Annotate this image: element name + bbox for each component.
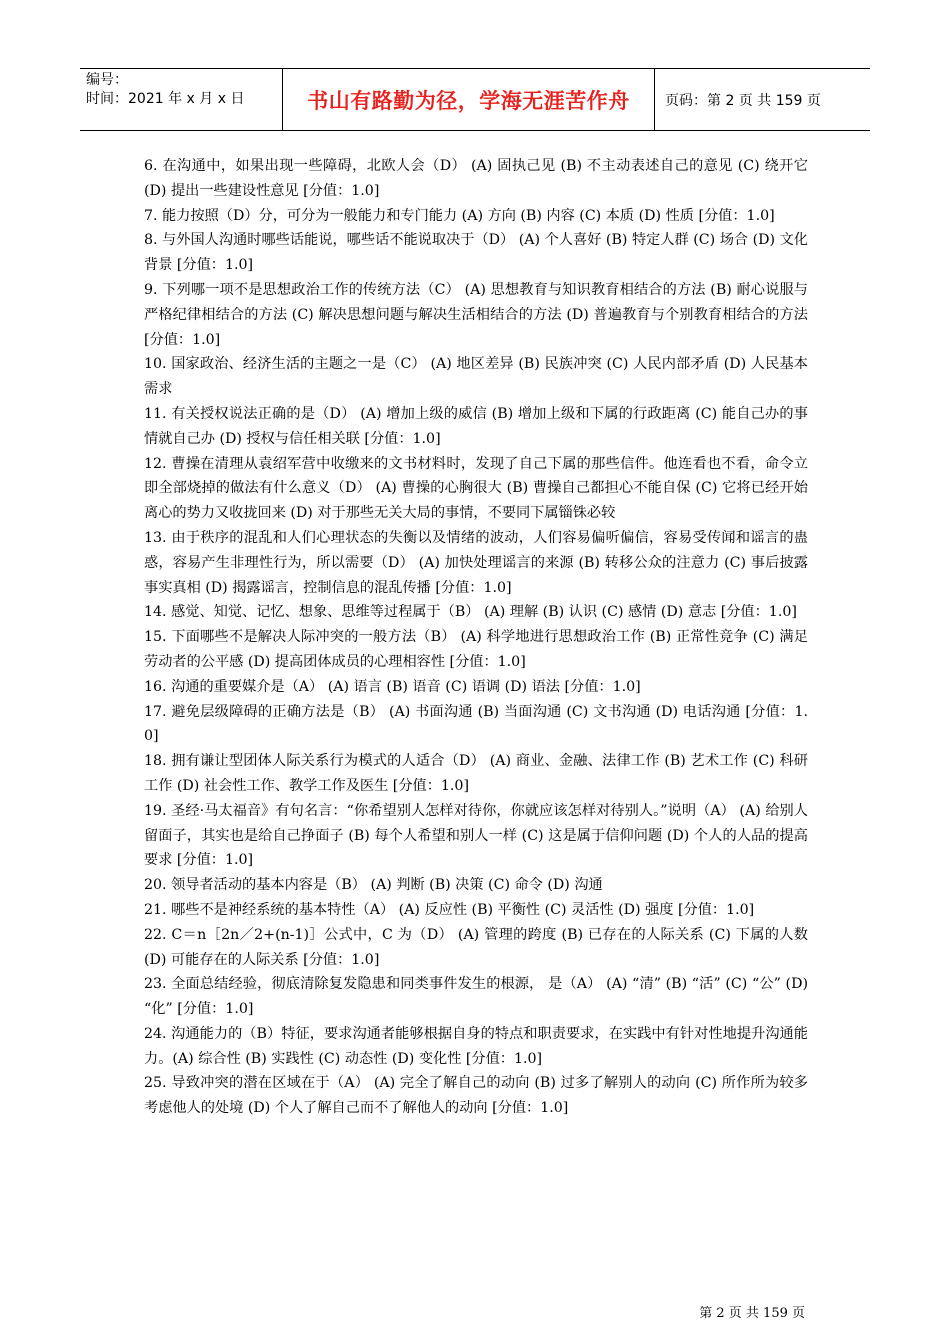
question-item: 20. 领导者活动的基本内容是（B） (A) 判断 (B) 决策 (C) 命令 (D) 沟通 [144, 877, 603, 894]
header-page-info: 页码：第 2 页 共 159 页 [665, 92, 821, 109]
question-item: 11. 有关授权说法正确的是（D） (A) 增加上级的威信 (B) 增加上级和下属的行政距离 (C) 能自己办的事情就自己办 (D) 授权与信任相关联 [分值：1.0] [144, 405, 808, 447]
document-number-label: 编号： [86, 72, 128, 88]
question-item: 18. 拥有谦让型团体人际关系行为模式的人适合（D） (A) 商业、金融、法律工作 (B) 艺术工作 (C) 科研工作 (D) 社会性工作、教学工作及医生 [分值：1.0] [144, 753, 808, 794]
question-item: 8. 与外国人沟通时哪些话能说，哪些话不能说取决于（D） (A) 个人喜好 (B) 特定人群 (C) 场合 (D) 文化背景 [分值：1.0] [144, 232, 808, 274]
question-item: 23. 全面总结经验，彻底清除复发隐患和同类事件发生的根源， 是（A） (A) “清” (B) “活” (C) “公” (D) “化” [分值：1.0] [144, 976, 808, 1018]
question-item: 25. 导致冲突的潜在区域在于（A） (A) 完全了解自己的动向 (B) 过多了解别人的动向 (C) 所作所为较多考虑他人的处境 (D) 个人了解自己而不了解他人的动向 [分值：1.0] [144, 1075, 808, 1117]
question-item: 15. 下面哪些不是解决人际冲突的一般方法（B） (A) 科学地进行思想政治工作 (B) 正常性竞争 (C) 满足劳动者的公平感 (D) 提高团体成员的心理相容性 [分值：1.0] [144, 629, 808, 670]
question-item: 9. 下列哪一项不是思想政治工作的传统方法（C） (A) 思想教育与知识教育相结合的方法 (B) 耐心说服与严格纪律相结合的方法 (C) 解决思想问题与解决生活相结合的方法 (D) 普遍教育与个别教育相结合的方法 [分值：1.0] [144, 281, 808, 348]
page-header [80, 68, 870, 131]
question-item: 12. 曹操在清理从袁绍军营中收缴来的文书材料时，发现了自己下属的那些信件。他连看也不看，命令立即全部烧掉的做法有什么意义（D） (A) 曹操的心胸很大 (B) 曹操自己都担心不能自保 (C) 它将已经开始离心的势力又收拢回来 (D) 对于那些无关大局的事情，不要同下属锱铢必较 [144, 455, 808, 522]
question-item: 14. 感觉、知觉、记忆、想象、思维等过程属于（B） (A) 理解 (B) 认识 (C) 感情 (D) 意志 [分值：1.0] [144, 604, 797, 621]
question-item: 13. 由于秩序的混乱和人们心理状态的失衡以及情绪的波动，人们容易偏听偏信，容易受传闻和谣言的蛊惑，容易产生非理性行为，所以需要（D） (A) 加快处理谣言的来源 (B) 转移公众的注意力 (C) 事后披露事实真相 (D) 揭露谣言，控制信息的混乱传播 [分值：1.0] [144, 529, 808, 596]
question-item: 16. 沟通的重要媒介是（A） (A) 语言 (B) 语音 (C) 语调 (D) 语法 [分值：1.0] [144, 678, 641, 695]
document-date-label: 时间：2021 年 x 月 x 日 [86, 91, 245, 107]
question-item: 24. 沟通能力的（B）特征，要求沟通者能够根据自身的特点和职责要求，在实践中有针对性地提升沟通能力。(A) 综合性 (B) 实践性 (C) 动态性 (D) 变化性 [分值：1.0] [144, 1025, 808, 1067]
question-item: 7. 能力按照（D）分，可分为一般能力和专门能力 (A) 方向 (B) 内容 (C) 本质 (D) 性质 [分值：1.0] [144, 207, 775, 224]
page-footer: 第 2 页 共 159 页 [699, 1306, 805, 1321]
question-item: 17. 避免层级障碍的正确方法是（B） (A) 书面沟通 (B) 当面沟通 (C) 文书沟通 (D) 电话沟通 [分值：1.0] [144, 703, 808, 745]
question-item: 22. C＝n［2n／2+(n-1)］公式中，C 为（D） (A) 管理的跨度 (B) 已存在的人际关系 (C) 下属的人数 (D) 可能存在的人际关系 [分值：1.0] [144, 926, 808, 968]
header-motto: 书山有路勤为径，学海无涯苦作舟 [282, 69, 655, 130]
question-item: 19. 圣经·马太福音》有句名言：“你希望别人怎样对待你，你就应该怎样对待别人。”说明（A） (A) 给别人留面子，其实也是给自己挣面子 (B) 每个人希望和别人一样 (C) 这是属于信仰问题 (D) 个人的人品的提高要求 [分值：1.0] [144, 802, 808, 869]
question-item: 10. 国家政治、经济生活的主题之一是（C） (A) 地区差异 (B) 民族冲突 (C) 人民内部矛盾 (D) 人民基本需求 [144, 356, 808, 398]
question-item: 6. 在沟通中，如果出现一些障碍，北欧人会（D） (A) 固执己见 (B) 不主动表述自己的意见 (C) 绕开它 (D) 提出一些建设性意见 [分值：1.0] [144, 158, 808, 199]
header-meta [80, 69, 282, 130]
question-item: 21. 哪些不是神经系统的基本特性（A） (A) 反应性 (B) 平衡性 (C) 灵活性 (D) 强度 [分值：1.0] [144, 901, 755, 918]
question-list [144, 154, 808, 1121]
